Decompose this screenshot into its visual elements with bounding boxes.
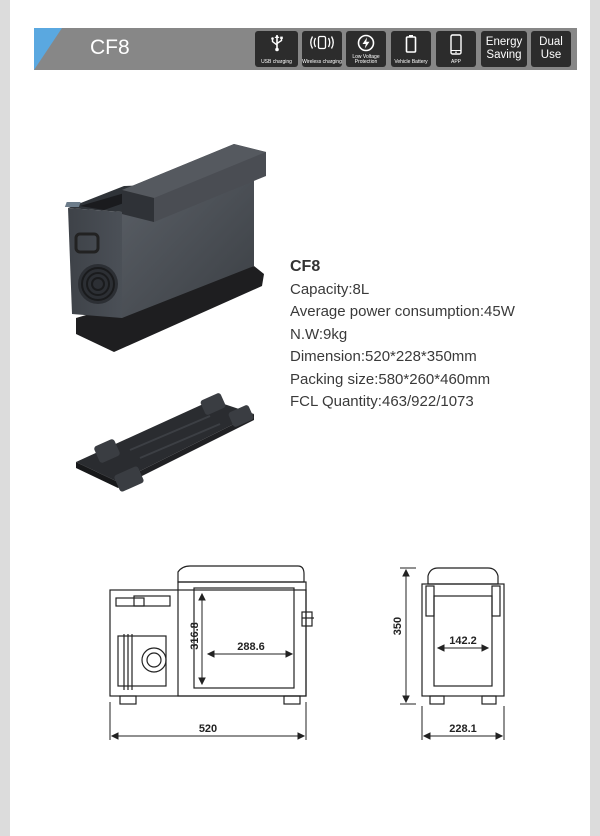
- spec-list: [290, 256, 515, 414]
- battery-icon: [404, 34, 418, 54]
- side-view-drawing: [98, 560, 320, 750]
- feature-caption: Wireless charging: [302, 59, 342, 65]
- phone-icon: [449, 34, 463, 56]
- spec-fcl-quantity: FCL Quantity:463/922/1073: [290, 393, 474, 410]
- feature-energy-saving: [481, 31, 527, 67]
- dimension-side-width: 520: [198, 723, 218, 735]
- spec-capacity: Capacity:8L: [290, 280, 370, 298]
- lightning-icon: [357, 34, 375, 52]
- dimension-front-width: 228.1: [449, 723, 477, 735]
- spec-dimension: Dimension:520*228*350mm: [290, 348, 477, 365]
- spec-power-consumption: Average power consumption:45W: [290, 303, 515, 320]
- feature-wireless-charging: [302, 31, 342, 67]
- product-sheet: [10, 0, 590, 836]
- front-view-drawing: [382, 560, 516, 750]
- dual-use-line-1: Dual: [539, 36, 563, 48]
- dimension-side-height: 316.8: [189, 622, 201, 650]
- dimension-front-height: 350: [392, 616, 404, 636]
- dimension-side-inner-width: 288.6: [237, 641, 265, 653]
- page-title: CF8: [90, 36, 130, 59]
- spec-packing-size: Packing size:580*260*460mm: [290, 370, 491, 388]
- feature-app: [436, 31, 476, 67]
- feature-vehicle-battery: [391, 31, 431, 67]
- dual-use-line-2: Use: [540, 49, 562, 61]
- feature-caption: APP: [450, 59, 461, 65]
- feature-dual-use: [531, 31, 571, 67]
- energy-saving-line-2: Saving: [486, 49, 522, 61]
- feature-caption: Low Voltage Protection: [352, 54, 380, 65]
- spec-model: CF8: [290, 258, 321, 275]
- banner-accent: [34, 28, 62, 70]
- wireless-charging-icon: [308, 34, 336, 52]
- spec-net-weight: N.W:9kg: [290, 325, 348, 343]
- feature-caption: USB charging: [261, 59, 292, 65]
- usb-icon: [269, 34, 285, 52]
- feature-caption: Vehicle Battery: [394, 59, 428, 65]
- mounting-base-image: [70, 390, 270, 498]
- header-banner: [34, 28, 577, 70]
- dimension-front-inner-width: 142.2: [449, 635, 477, 647]
- cooler-product-image: [58, 138, 272, 356]
- feature-usb-charging: [255, 31, 298, 67]
- feature-low-voltage-protection: [346, 31, 386, 67]
- energy-saving-line-1: Energy: [485, 36, 523, 48]
